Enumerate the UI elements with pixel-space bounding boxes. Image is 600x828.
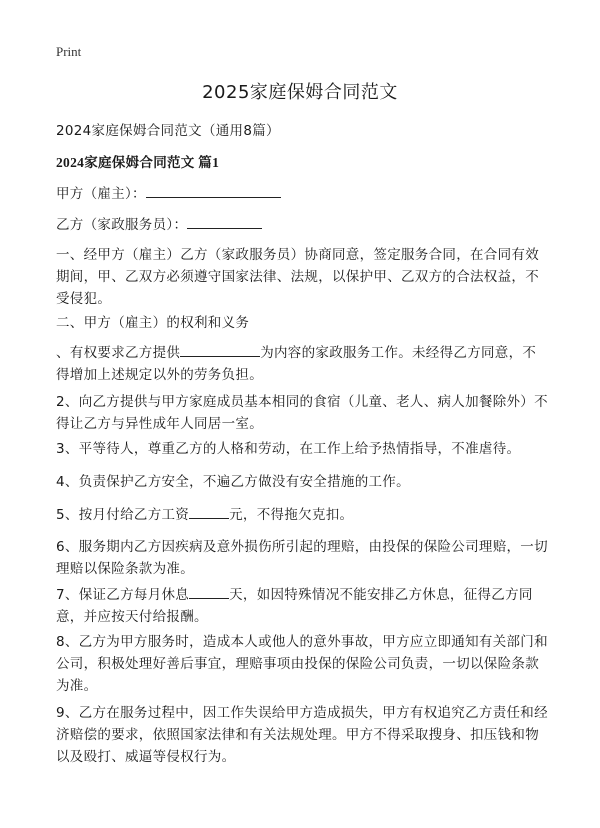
right-1-text-a: 、有权要求乙方提供 <box>56 345 181 361</box>
document-title: 2025家庭保姆合同范文 <box>202 82 398 103</box>
right-5 <box>56 504 548 526</box>
right-1-text-b: 为内容的家政服务工作。未经得乙方同意，不得增加上述规定以外的劳务负担。 <box>56 345 537 383</box>
party-a-line <box>56 183 548 205</box>
right-5-blank <box>189 504 229 519</box>
section-heading: 2024家庭保姆合同范文 篇1 <box>56 155 220 170</box>
right-4: 4、负责保护乙方安全，不遍乙方做没有安全措施的工作。 <box>56 474 410 490</box>
right-1 <box>56 342 548 386</box>
party-b-label: 乙方（家政服务员）： <box>56 217 188 233</box>
right-8: 8、乙方为甲方服务时，造成本人或他人的意外事故，甲方应立即通知有关部门和公司，积极处理好善后事宜，理赔事项由投保的保险公司负责，一切以保险条款为准。 <box>56 634 548 694</box>
print-link[interactable]: Print <box>56 44 82 59</box>
party-b-blank <box>187 214 262 229</box>
document-subtitle: 2024家庭保姆合同范文（通用8篇） <box>56 123 280 139</box>
right-7-text-b: 天，如因特殊情况不能安排乙方休息，征得乙方同意，并应按天付给报酬。 <box>56 587 533 625</box>
heading-2: 二、甲方（雇主）的权利和义务 <box>56 315 250 331</box>
party-a-label: 甲方（雇主）： <box>56 186 146 202</box>
party-b-line <box>56 214 548 236</box>
party-a-blank <box>146 183 281 198</box>
right-3: 3、平等待人，尊重乙方的人格和劳动，在工作上给予热情指导，不准虐待。 <box>56 441 521 457</box>
right-5-text-a: 5、按月付给乙方工资 <box>56 507 190 523</box>
right-7-blank <box>189 584 229 599</box>
right-1-blank <box>180 342 260 357</box>
right-9: 9、乙方在服务过程中，因工作失误给甲方造成损失，甲方有权追究乙方责任和经济赔偿的要求，依照国家法律和有关法规处理。甲方不得采取搜身、扣压钱和物以及殴打、威逼等侵权行为。 <box>56 705 548 765</box>
right-7 <box>56 584 548 628</box>
right-6: 6、服务期内乙方因疾病及意外损伤所引起的理赔，由投保的保险公司理赔，一切理赔以保险条款为准。 <box>56 539 548 577</box>
right-5-text-b: 元，不得拖欠克扣。 <box>229 507 354 523</box>
right-2: 2、向乙方提供与甲方家庭成员基本相同的食宿（儿童、老人、病人加餐除外）不得让乙方与异性成年人同居一室。 <box>56 394 548 432</box>
right-7-text-a: 7、保证乙方每月休息 <box>56 587 190 603</box>
clause-1: 一、经甲方（雇主）乙方（家政服务员）协商同意，签定服务合同，在合同有效期间，甲、乙双方必须遵守国家法律、法规，以保护甲、乙双方的合法权益，不受侵犯。 <box>56 247 539 307</box>
